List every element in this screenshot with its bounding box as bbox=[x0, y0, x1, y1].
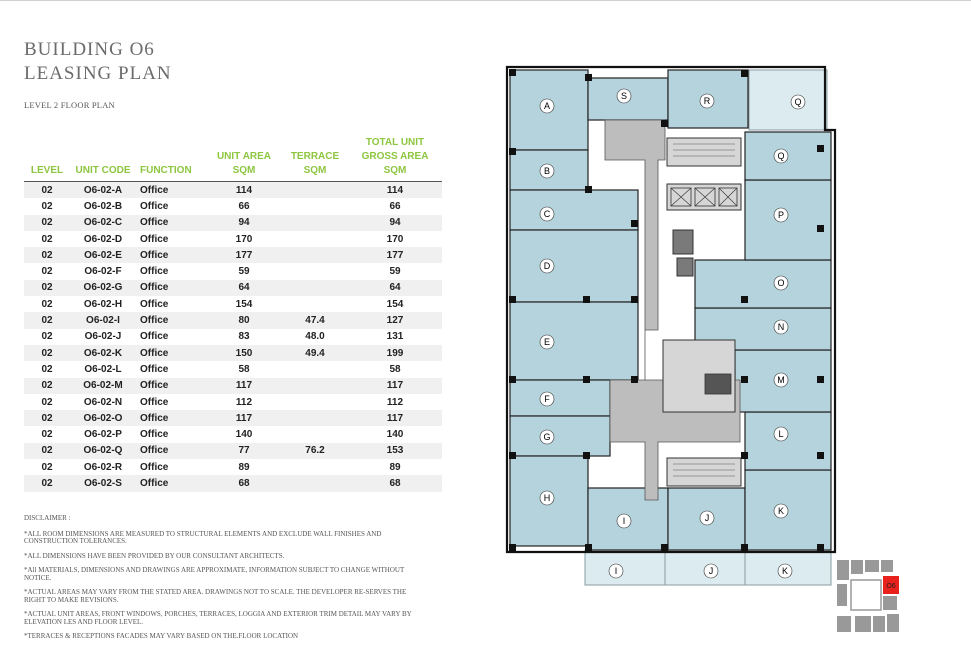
table-row bbox=[24, 215, 442, 231]
cell-total: 127 bbox=[348, 312, 442, 328]
cell-unit-area: 66 bbox=[238, 200, 250, 212]
svg-text:D: D bbox=[543, 261, 551, 271]
cell-total: 117 bbox=[348, 410, 442, 426]
service-shaft bbox=[677, 258, 693, 276]
cell-terrace bbox=[282, 231, 348, 247]
cell-terrace bbox=[282, 378, 348, 394]
cell-level: 02 bbox=[24, 345, 70, 361]
cell-unit-area: 170 bbox=[235, 233, 253, 245]
cell-unit-code: O6-02-D bbox=[83, 233, 123, 245]
table-row bbox=[24, 296, 442, 312]
terrace-q bbox=[749, 70, 827, 130]
cell-level: 02 bbox=[41, 331, 53, 343]
cell-unit-code: O6-02-A bbox=[70, 182, 136, 199]
table-row bbox=[24, 361, 442, 377]
cell-function: Office bbox=[136, 345, 206, 361]
cell-function: Office bbox=[136, 312, 206, 328]
cell-unit-area: 117 bbox=[206, 410, 282, 426]
cell-function: Office bbox=[140, 331, 169, 343]
unit-label-d bbox=[540, 259, 554, 273]
cell-unit-area: 80 bbox=[206, 312, 282, 328]
unit-g bbox=[510, 416, 610, 456]
svg-text:B: B bbox=[543, 166, 551, 176]
cell-terrace bbox=[282, 459, 348, 475]
key-plan-label: O6 bbox=[886, 583, 896, 590]
header-terrace bbox=[282, 136, 348, 182]
cell-unit-area: 59 bbox=[238, 266, 250, 278]
unit-f bbox=[510, 380, 610, 416]
unit-label-j bbox=[700, 511, 714, 525]
cell-terrace bbox=[282, 394, 348, 410]
table-row bbox=[24, 329, 442, 345]
cell-unit-area: 77 bbox=[206, 443, 282, 459]
cell-function: Office bbox=[136, 443, 206, 459]
cell-unit-code: O6-02-J bbox=[84, 331, 122, 343]
svg-text:N: N bbox=[777, 322, 785, 332]
cell-unit-code: O6-02-O bbox=[70, 410, 136, 426]
title-line-1: BUILDING O6 bbox=[24, 39, 155, 60]
title-line-2: LEASING PLAN bbox=[24, 63, 172, 84]
cell-level: 02 bbox=[24, 312, 70, 328]
table-row bbox=[24, 247, 442, 263]
cell-total: 89 bbox=[389, 461, 401, 473]
table-row bbox=[24, 378, 442, 394]
cell-function: Office bbox=[140, 363, 169, 375]
unit-d bbox=[510, 230, 638, 302]
floor-plan bbox=[495, 60, 965, 650]
cell-unit-area: 117 bbox=[206, 378, 282, 394]
unit-label-e bbox=[540, 335, 554, 349]
cell-terrace bbox=[282, 247, 348, 263]
cell-function: Office bbox=[140, 396, 169, 408]
cell-level: 02 bbox=[41, 429, 53, 441]
header-total-line2: GROSS AREA bbox=[361, 151, 429, 162]
cell-level: 02 bbox=[24, 443, 70, 459]
svg-text:O: O bbox=[777, 278, 785, 288]
cell-total: 58 bbox=[389, 363, 401, 375]
cell-function: Office bbox=[136, 475, 206, 491]
cell-total: 114 bbox=[348, 182, 442, 199]
svg-text:J: J bbox=[704, 513, 710, 523]
cell-level: 02 bbox=[24, 215, 70, 231]
header-unit-area bbox=[206, 136, 282, 182]
cell-total: 154 bbox=[386, 298, 404, 310]
cell-unit-code: O6-02-R bbox=[83, 461, 123, 473]
svg-text:P: P bbox=[777, 210, 785, 220]
cell-unit-code: O6-02-Q bbox=[70, 443, 136, 459]
table-row bbox=[24, 475, 442, 491]
disclaimer-heading: DISCLAIMER : bbox=[24, 514, 71, 522]
service-shaft bbox=[673, 230, 693, 254]
cell-unit-code: O6-02-C bbox=[70, 215, 136, 231]
svg-text:S: S bbox=[620, 91, 628, 101]
page-subtitle: LEVEL 2 FLOOR PLAN bbox=[24, 100, 115, 110]
unit-label-o bbox=[774, 276, 788, 290]
cell-function: Office bbox=[140, 233, 169, 245]
cell-level: 02 bbox=[41, 396, 53, 408]
table-row bbox=[24, 426, 442, 442]
cell-unit-area: 58 bbox=[238, 363, 250, 375]
table-header-row bbox=[24, 136, 442, 182]
unit-label-g bbox=[540, 430, 554, 444]
cell-unit-area: 154 bbox=[235, 298, 253, 310]
stair-core-north bbox=[667, 138, 741, 166]
cell-total: 177 bbox=[348, 247, 442, 263]
unit-label-f bbox=[540, 392, 554, 406]
unit-label-a bbox=[540, 99, 554, 113]
cell-total: 59 bbox=[389, 266, 401, 278]
svg-text:K: K bbox=[781, 566, 789, 576]
cell-terrace bbox=[282, 215, 348, 231]
svg-text:M: M bbox=[777, 375, 785, 385]
svg-text:E: E bbox=[543, 337, 551, 347]
table-row bbox=[24, 312, 442, 328]
cell-function: Office bbox=[140, 200, 169, 212]
cell-total: 94 bbox=[348, 215, 442, 231]
cell-unit-code: O6-02-H bbox=[83, 298, 123, 310]
svg-text:J: J bbox=[708, 566, 714, 576]
table-row bbox=[24, 459, 442, 475]
header-function: FUNCTION bbox=[140, 165, 192, 176]
svg-text:C: C bbox=[543, 209, 551, 219]
cell-unit-code: O6-02-M bbox=[70, 378, 136, 394]
cell-unit-area: 112 bbox=[235, 396, 253, 408]
cell-terrace bbox=[282, 410, 348, 426]
cell-terrace bbox=[282, 263, 348, 279]
cell-total: 112 bbox=[386, 396, 404, 408]
cell-function: Office bbox=[136, 247, 206, 263]
cell-function: Office bbox=[140, 429, 169, 441]
cell-total: 117 bbox=[348, 378, 442, 394]
header-total-line3: SQM bbox=[383, 165, 407, 176]
table-row bbox=[24, 410, 442, 426]
header-unit-code: UNIT CODE bbox=[75, 165, 131, 176]
cell-total: 199 bbox=[348, 345, 442, 361]
header-terrace-line2: SQM bbox=[303, 165, 327, 176]
cell-function: Office bbox=[136, 215, 206, 231]
svg-text:I: I bbox=[614, 566, 618, 576]
cell-level: 02 bbox=[24, 410, 70, 426]
unit-label-c bbox=[540, 207, 554, 221]
unit-label-i bbox=[617, 514, 631, 528]
units-table bbox=[24, 136, 442, 492]
cell-unit-area: 89 bbox=[238, 461, 250, 473]
cell-function: Office bbox=[140, 461, 169, 473]
unit-label-n bbox=[774, 320, 788, 334]
cell-level: 02 bbox=[24, 378, 70, 394]
svg-text:R: R bbox=[703, 96, 711, 106]
key-plan bbox=[837, 560, 899, 632]
cell-total: 64 bbox=[348, 280, 442, 296]
units-table-body bbox=[24, 182, 442, 492]
table-row bbox=[24, 198, 442, 214]
cell-terrace: 49.4 bbox=[282, 345, 348, 361]
disclaimer-item: *All MATERIALS, DIMENSIONS AND DRAWINGS ARE APPROXIMATE, INFORMATION SUBJECT TO CHANGE WITHOUT NOTICE. bbox=[24, 566, 405, 582]
cell-function: Office bbox=[136, 182, 206, 199]
unit-label-k bbox=[774, 504, 788, 518]
cell-function: Office bbox=[136, 410, 206, 426]
header-unit-area-line1: UNIT AREA bbox=[216, 151, 272, 162]
terrace-label-q bbox=[791, 95, 805, 109]
cell-terrace bbox=[282, 198, 348, 214]
disclaimer-item: *ALL ROOM DIMENSIONS ARE MEASURED TO STRUCTURAL ELEMENTS AND EXCLUDE WALL FINISHES AND CONSTRUCTION TOLERANCES. bbox=[24, 529, 382, 545]
page-title bbox=[24, 38, 172, 86]
cell-unit-area: 177 bbox=[206, 247, 282, 263]
terrace-label-i bbox=[609, 564, 623, 578]
svg-text:A: A bbox=[543, 101, 551, 111]
svg-text:G: G bbox=[543, 432, 551, 442]
disclaimer-item: *ACTUAL AREAS MAY VARY FROM THE STATED AREA. DRAWINGS NOT TO SCALE. THE DEVELOPER RE-SERVES THE RIGHT TO MAKE REVISIONS. bbox=[24, 588, 407, 604]
cell-unit-code: O6-02-K bbox=[70, 345, 136, 361]
cell-unit-area: 64 bbox=[206, 280, 282, 296]
cell-terrace bbox=[282, 182, 348, 199]
cell-level: 02 bbox=[24, 182, 70, 199]
cell-unit-code: O6-02-E bbox=[70, 247, 136, 263]
cell-terrace bbox=[282, 426, 348, 442]
cell-level: 02 bbox=[24, 475, 70, 491]
table-row bbox=[24, 231, 442, 247]
cell-level: 02 bbox=[41, 298, 53, 310]
cell-unit-code: O6-02-B bbox=[83, 200, 123, 212]
disclaimer-item: *ALL DIMENSIONS HAVE BEEN PROVIDED BY OUR CONSULTANT ARCHITECTS. bbox=[24, 551, 285, 560]
svg-text:H: H bbox=[543, 493, 551, 503]
cell-unit-area: 150 bbox=[206, 345, 282, 361]
cell-unit-area: 68 bbox=[206, 475, 282, 491]
cell-unit-code: O6-02-G bbox=[70, 280, 136, 296]
cell-total: 153 bbox=[348, 443, 442, 459]
header-level: LEVEL bbox=[30, 165, 64, 176]
table-row bbox=[24, 263, 442, 279]
cell-unit-code: O6-02-L bbox=[84, 363, 122, 375]
cell-level: 02 bbox=[41, 461, 53, 473]
cell-terrace bbox=[282, 361, 348, 377]
cell-total: 140 bbox=[386, 429, 404, 441]
table-row bbox=[24, 182, 442, 199]
unit-e bbox=[510, 302, 638, 380]
unit-label-h bbox=[540, 491, 554, 505]
cell-total: 131 bbox=[386, 331, 404, 343]
unit-label-p bbox=[774, 208, 788, 222]
cell-unit-code: O6-02-S bbox=[70, 475, 136, 491]
disclaimer-item: *ACTUAL UNIT AREAS, FRONT WINDOWS, PORCHES, TERRACES, LOGGIA AND EXTERIOR TRIM DETAIL MAY VARY BY ELEVATION LES AND FLOOR LEVEL. bbox=[24, 610, 412, 626]
restroom-fixtures bbox=[705, 374, 731, 394]
cell-unit-code: O6-02-N bbox=[83, 396, 123, 408]
unit-label-r bbox=[700, 94, 714, 108]
cell-level: 02 bbox=[41, 266, 53, 278]
unit-label-m bbox=[774, 373, 788, 387]
header-total bbox=[348, 136, 442, 182]
stair-core-south bbox=[667, 458, 741, 486]
cell-unit-area: 83 bbox=[238, 331, 250, 343]
disclaimer bbox=[24, 515, 424, 648]
svg-text:Q: Q bbox=[794, 97, 802, 107]
cell-level: 02 bbox=[41, 200, 53, 212]
cell-unit-code: O6-02-P bbox=[84, 429, 122, 441]
top-divider bbox=[0, 0, 971, 1]
unit-l bbox=[745, 412, 831, 470]
header-unit-area-line2: SQM bbox=[232, 165, 256, 176]
table-row bbox=[24, 443, 442, 459]
unit-label-q bbox=[774, 149, 788, 163]
cell-terrace: 47.4 bbox=[282, 312, 348, 328]
cell-function: Office bbox=[140, 266, 169, 278]
unit-o bbox=[695, 260, 831, 308]
cell-function: Office bbox=[140, 298, 169, 310]
cell-level: 02 bbox=[24, 280, 70, 296]
cell-total: 68 bbox=[348, 475, 442, 491]
header-total-line1: TOTAL UNIT bbox=[365, 137, 425, 148]
cell-unit-area: 114 bbox=[206, 182, 282, 199]
unit-label-l bbox=[774, 427, 788, 441]
unit-c bbox=[510, 190, 638, 230]
terrace-label-j bbox=[704, 564, 718, 578]
header-terrace-line1: TERRACE bbox=[290, 151, 340, 162]
unit-p bbox=[745, 180, 831, 260]
svg-text:K: K bbox=[777, 506, 785, 516]
cell-terrace: 76.2 bbox=[282, 443, 348, 459]
svg-text:Q: Q bbox=[777, 151, 785, 161]
cell-total: 66 bbox=[389, 200, 401, 212]
cell-function: Office bbox=[136, 378, 206, 394]
cell-total: 170 bbox=[386, 233, 404, 245]
cell-terrace: 48.0 bbox=[305, 331, 325, 343]
terrace-label-k bbox=[778, 564, 792, 578]
unit-label-s bbox=[617, 89, 631, 103]
cell-terrace bbox=[282, 296, 348, 312]
disclaimer-item: *TERRACES & RECEPTIONS FACADES MAY VARY BASED ON THE.FLOOR LOCATION bbox=[24, 632, 299, 640]
cell-function: Office bbox=[136, 280, 206, 296]
cell-level: 02 bbox=[41, 363, 53, 375]
table-row bbox=[24, 280, 442, 296]
cell-unit-code: O6-02-I bbox=[70, 312, 136, 328]
table-row bbox=[24, 345, 442, 361]
svg-text:L: L bbox=[778, 429, 784, 439]
cell-terrace bbox=[282, 280, 348, 296]
svg-text:F: F bbox=[544, 394, 550, 404]
table-row bbox=[24, 394, 442, 410]
unit-label-b bbox=[540, 164, 554, 178]
svg-text:I: I bbox=[622, 516, 626, 526]
cell-unit-area: 140 bbox=[235, 429, 253, 441]
cell-level: 02 bbox=[24, 247, 70, 263]
cell-unit-area: 94 bbox=[206, 215, 282, 231]
cell-unit-code: O6-02-F bbox=[84, 266, 122, 278]
cell-terrace bbox=[282, 475, 348, 491]
cell-level: 02 bbox=[41, 233, 53, 245]
